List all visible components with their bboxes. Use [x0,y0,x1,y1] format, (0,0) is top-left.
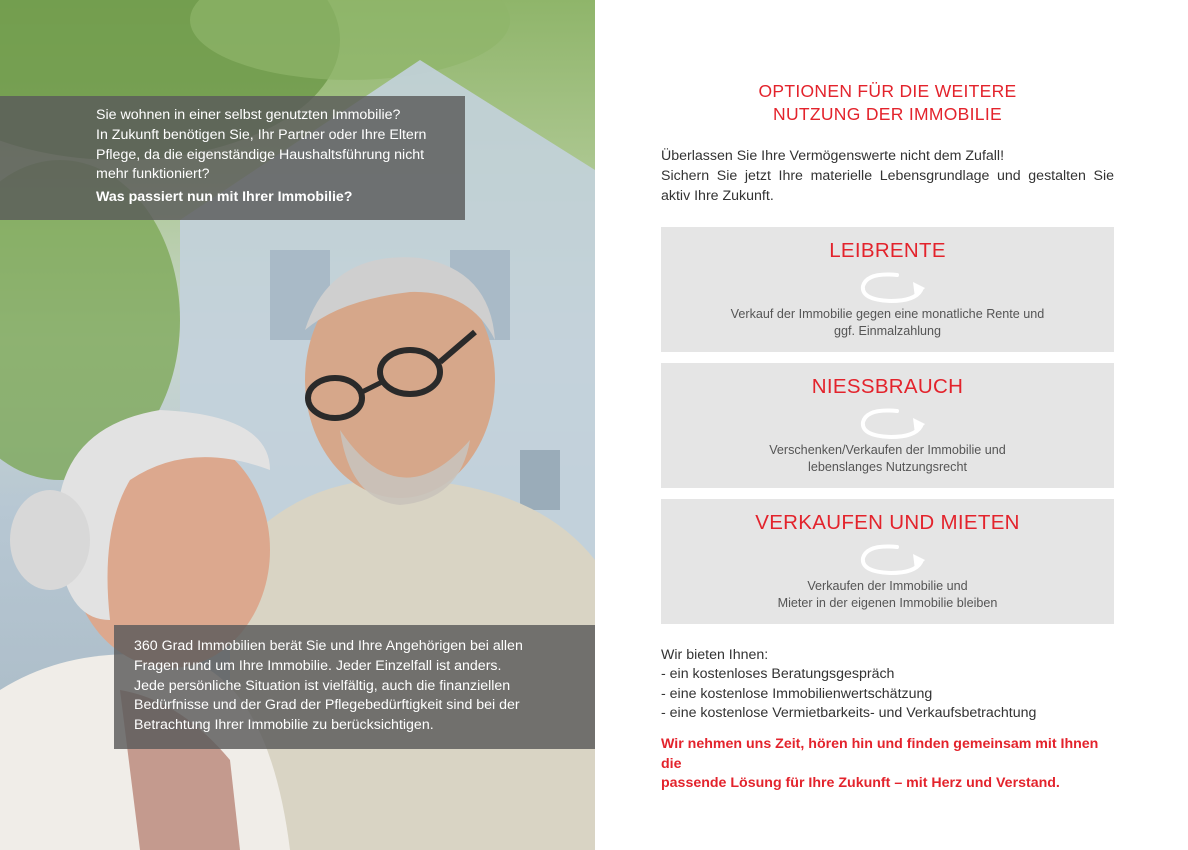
closing-line: passende Lösung für Ihre Zukunft – mit Herz und Verstand. [661,775,1060,791]
intro-line: In Zukunft benötigen Sie, Ihr Partner oder Ihre Eltern [96,126,427,143]
option-description [661,442,1114,476]
advice-line: Bedürfnisse und der Grad der Pflegebedürftigkeit sind bei der [134,697,520,714]
advice-line: Betrachtung Ihrer Immobilie zu berücksichtigen. [134,717,434,734]
intro-line: Sie wohnen in einer selbst genutzten Immobilie? [96,107,401,123]
option-title: LEIBRENTE [829,239,946,262]
advice-overlay-box [114,625,595,749]
offer-item: - ein kostenloses Beratungsgespräch [661,666,895,683]
intro-text-line: Überlassen Sie Ihre Vermögenswerte nicht dem Zufall! [661,148,1005,164]
advice-line: Fragen rund um Ihre Immobilie. Jeder Einzelfall ist anders. [134,657,502,674]
option-title: VERKAUFEN UND MIETEN [755,511,1020,534]
intro-overlay-box [0,96,465,220]
offer-item: - eine kostenlose Vermietbarkeits- und Verkaufsbetrachtung [661,704,1037,721]
advice-line: Jede persönliche Situation ist vielfältig, auch die finanziellen [134,677,511,694]
option-card-leibrente [661,227,1114,352]
option-desc-line: ggf. Einmalzahlung [833,324,942,338]
intro-question: Was passiert nun mit Ihrer Immobilie? [96,189,353,206]
page-heading [661,80,1114,126]
closing-statement [661,735,1121,794]
intro-paragraph [661,147,1114,206]
offer-item: - eine kostenlose Immobilienwertschätzung [661,685,933,702]
intro-line: Pflege, da die eigenständige Haushaltsführung nicht [96,146,425,163]
offer-heading: Wir bieten Ihnen: [661,647,769,663]
intro-text-line: Sichern Sie jetzt Ihre materielle Lebensgrundlage und gestalten Sie [661,167,1114,184]
option-desc-line: Mieter in der eigenen Immobilie bleiben [777,596,998,610]
option-title: NIESSBRAUCH [811,375,964,398]
option-description [661,306,1114,340]
option-desc-line: Verkaufen der Immobilie und [807,579,968,593]
option-card-verkaufen-mieten [661,499,1114,624]
circular-arrow-icon [857,406,925,440]
intro-line: mehr funktioniert? [96,166,210,183]
circular-arrow-icon [857,270,925,304]
option-description [661,578,1114,612]
circular-arrow-icon [857,542,925,576]
option-desc-line: Verschenken/Verkaufen der Immobilie und [769,443,1006,457]
advice-line: 360 Grad Immobilien berät Sie und Ihre Angehörigen bei allen [134,638,523,654]
heading-line: OPTIONEN FÜR DIE WEITERE [758,81,1017,101]
closing-line: Wir nehmen uns Zeit, hören hin und finden gemeinsam mit Ihnen die [661,736,1099,772]
option-desc-line: Verkauf der Immobilie gegen eine monatliche Rente und [730,307,1045,321]
intro-text-line: aktiv Ihre Zukunft. [661,187,774,204]
heading-line: NUTZUNG DER IMMOBILIE [773,104,1002,124]
option-card-niessbrauch [661,363,1114,488]
option-desc-line: lebenslanges Nutzungsrecht [808,460,967,474]
offer-list [661,646,1114,723]
